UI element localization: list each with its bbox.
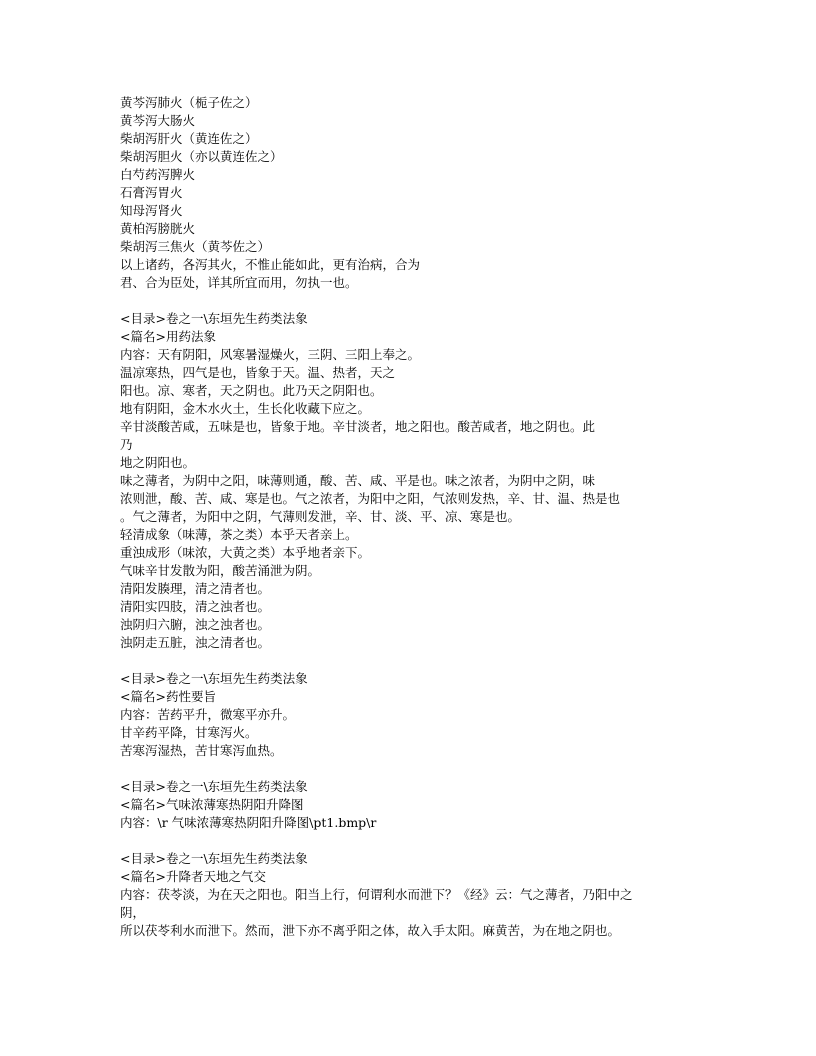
text-line: 气味辛甘发散为阳，酸苦涌泄为阴。 [120, 563, 321, 578]
text-line: 内容：\r 气味浓薄寒热阴阳升降图\pt1.bmp\r [120, 815, 377, 830]
text-line: 知母泻肾火 [120, 203, 183, 218]
text-line: 清阳发腠理，清之清者也。 [120, 581, 271, 596]
text-line: 君、合为臣处，详其所宜而用，勿执一也。 [120, 275, 358, 290]
text-line: 所以茯苓利水而泄下。然而，泄下亦不离乎阳之体，故入手太阳。麻黄苦，为在地之阴也。 [120, 923, 621, 938]
document-body [120, 94, 720, 940]
text-line: 内容：天有阴阳，风寒暑湿燥火，三阴、三阳上奉之。 [120, 347, 421, 362]
text-line: 内容：苦药平升，微寒平亦升。 [120, 707, 296, 722]
section-fire-purging-list [120, 94, 720, 292]
section-catalog: <目录>卷之一\东垣先生药类法象 [120, 851, 308, 866]
text-line: 黄柏泻膀胱火 [120, 221, 196, 236]
section-medicine-nature-essentials [120, 670, 720, 760]
section-title: <篇名>升降者天地之气交 [120, 869, 266, 884]
text-line: 以上诸药，各泻其火，不惟止能如此，更有治病，合为 [120, 257, 421, 272]
text-line: 柴胡泻三焦火（黄芩佐之） [120, 239, 271, 254]
paragraph-gap [120, 652, 720, 670]
text-line: 轻清成象（味薄，茶之类）本乎天者亲上。 [120, 527, 358, 542]
text-line: 阴， [120, 905, 146, 920]
text-line: 黄芩泻肺火（栀子佐之） [120, 95, 258, 110]
text-line: 地之阴阳也。 [120, 455, 196, 470]
text-line: 浊阴归六腑，浊之浊者也。 [120, 617, 271, 632]
section-title: <篇名>气味浓薄寒热阴阳升降图 [120, 797, 304, 812]
text-line: 味之薄者，为阴中之阳，味薄则通，酸、苦、咸、平是也。味之浓者，为阴中之阴，味 [120, 473, 596, 488]
section-title: <篇名>用药法象 [120, 329, 216, 344]
text-line: 浊阴走五脏，浊之清者也。 [120, 635, 271, 650]
text-line: 黄芩泻大肠火 [120, 113, 196, 128]
section-title: <篇名>药性要旨 [120, 689, 216, 704]
paragraph-gap [120, 760, 720, 778]
text-line: 温凉寒热，四气是也，皆象于天。温、热者，天之 [120, 365, 396, 380]
text-line: 浓则泄，酸、苦、咸、寒是也。气之浓者，为阳中之阳，气浓则发热，辛、甘、温、热是也 [120, 491, 621, 506]
text-line: 阳也。凉、寒者，天之阴也。此乃天之阴阳也。 [120, 383, 383, 398]
section-qi-flavor-diagram [120, 778, 720, 832]
text-line: 柴胡泻胆火（亦以黄连佐之） [120, 149, 283, 164]
text-line: 地有阴阳，金木水火土，生长化收藏下应之。 [120, 401, 371, 416]
paragraph-gap [120, 832, 720, 850]
section-catalog: <目录>卷之一\东垣先生药类法象 [120, 671, 308, 686]
section-catalog: <目录>卷之一\东垣先生药类法象 [120, 779, 308, 794]
text-line: 白芍药泻脾火 [120, 167, 196, 182]
text-line: 清阳实四肢，清之浊者也。 [120, 599, 271, 614]
section-medicine-usage-images [120, 310, 720, 652]
text-line: 甘辛药平降，甘寒泻火。 [120, 725, 258, 740]
text-line: 重浊成形（味浓，大黄之类）本乎地者亲下。 [120, 545, 371, 560]
text-line: 内容：茯苓淡，为在天之阳也。阳当上行，何谓利水而泄下？《经》云：气之薄者，乃阳中之 [120, 887, 633, 902]
section-ascend-descend [120, 850, 720, 940]
text-line: 石膏泻胃火 [120, 185, 183, 200]
text-line: 苦寒泻湿热，苦甘寒泻血热。 [120, 743, 283, 758]
text-line: 乃 [120, 437, 133, 452]
text-line: 辛甘淡酸苦咸，五味是也，皆象于地。辛甘淡者，地之阳也。酸苦咸者，地之阴也。此 [120, 419, 596, 434]
text-line: 。气之薄者，为阳中之阴，气薄则发泄，辛、甘、淡、平、凉、寒是也。 [120, 509, 521, 524]
text-line: 柴胡泻肝火（黄连佐之） [120, 131, 258, 146]
paragraph-gap [120, 292, 720, 310]
section-catalog: <目录>卷之一\东垣先生药类法象 [120, 311, 308, 326]
